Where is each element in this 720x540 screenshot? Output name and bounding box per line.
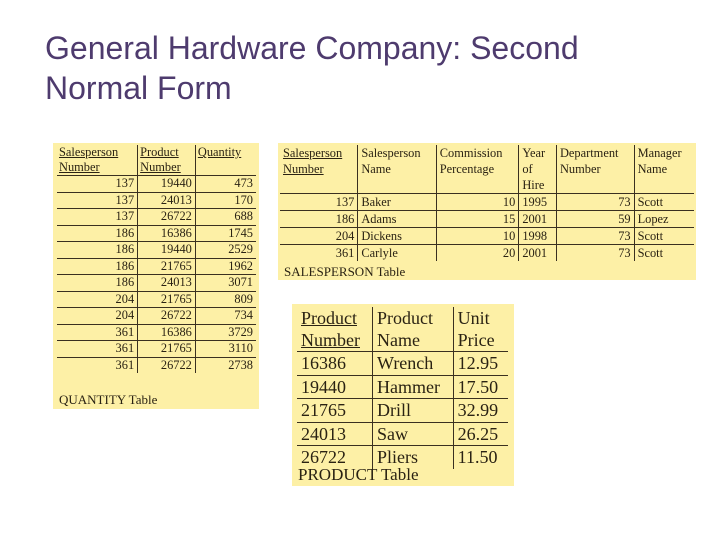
manager-name-cell: Scott — [634, 228, 694, 245]
commission-cell: 10 — [436, 194, 519, 211]
commission-cell: 20 — [436, 245, 519, 262]
quantity-cell: 809 — [195, 291, 256, 308]
salesperson-number-cell: 361 — [57, 341, 138, 358]
table-row — [57, 291, 256, 308]
table-row — [280, 245, 694, 262]
department-number-cell: 73 — [556, 228, 634, 245]
department-number-cell: 59 — [556, 211, 634, 228]
quantity-cell: 2738 — [228, 357, 253, 372]
year-of-hire-cell: 1998 — [519, 228, 557, 245]
salesperson-number-cell: 361 — [57, 357, 138, 373]
commission-cell: 15 — [436, 211, 519, 228]
quantity-cell: 3110 — [195, 341, 256, 358]
salesperson-number-cell: 186 — [57, 275, 138, 292]
manager-name-cell: Scott — [634, 194, 694, 211]
column-header: Product Number — [297, 307, 373, 352]
product-number-cell: 21765 — [138, 291, 196, 308]
unit-price-cell: 17.50 — [453, 375, 508, 399]
quantity-cell: 734 — [195, 308, 256, 325]
table-row — [57, 209, 256, 226]
table-row — [280, 211, 694, 228]
quantity-cell: 688 — [195, 209, 256, 226]
unit-price-cell: 11.50 — [457, 447, 498, 468]
salesperson-number-cell: 204 — [280, 228, 358, 245]
table-row — [57, 176, 256, 193]
salesperson-number-cell: 137 — [57, 209, 138, 226]
table-caption: SALESPERSON Table — [284, 264, 406, 279]
table-header-row — [57, 145, 256, 176]
product-number-cell: 19440 — [138, 242, 196, 259]
salesperson-name-cell: Baker — [358, 194, 436, 211]
table-row — [280, 194, 694, 211]
table-row — [57, 258, 256, 275]
table-caption: PRODUCT Table — [298, 465, 419, 484]
salesperson-table — [280, 145, 694, 261]
product-number-cell: 21765 — [138, 258, 196, 275]
year-of-hire-cell: 2001 — [519, 245, 557, 262]
department-number-cell: 73 — [556, 245, 634, 262]
product-table — [297, 307, 508, 469]
quantity-cell: 2529 — [195, 242, 256, 259]
salesperson-number-cell: 186 — [57, 225, 138, 242]
product-number-cell: 21765 — [297, 399, 373, 423]
salesperson-number-cell: 186 — [57, 258, 138, 275]
column-header: Salesperson Number — [57, 145, 138, 176]
column-header: Product Number — [138, 145, 196, 176]
product-number-cell: 26722 — [138, 209, 196, 226]
table-row — [297, 399, 508, 423]
product-name-cell: Saw — [373, 422, 454, 446]
column-header: Unit Price — [453, 307, 508, 352]
quantity-cell: 473 — [195, 176, 256, 193]
product-name-cell: Hammer — [373, 375, 454, 399]
table-row — [57, 242, 256, 259]
quantity-cell: 3071 — [195, 275, 256, 292]
manager-name-cell: Lopez — [634, 211, 694, 228]
product-number-cell: 24013 — [297, 422, 373, 446]
column-header: Year of Hire — [519, 145, 557, 194]
slide-title: General Hardware Company: Second Normal Form — [45, 30, 579, 106]
salesperson-name-cell: Carlyle — [358, 245, 436, 262]
table-header-row — [280, 145, 694, 194]
product-table-panel — [292, 304, 514, 486]
product-name-cell: Wrench — [373, 352, 454, 376]
product-number-cell: 16386 — [138, 225, 196, 242]
product-name-cell: Drill — [373, 399, 454, 423]
salesperson-number-cell: 361 — [57, 324, 138, 341]
product-number-cell: 26722 — [138, 308, 196, 325]
table-row — [57, 357, 256, 373]
table-row — [57, 341, 256, 358]
column-header: Commission Percentage — [436, 145, 519, 194]
salesperson-number-cell: 186 — [57, 242, 138, 259]
product-number-cell: 24013 — [138, 192, 196, 209]
salesperson-number-cell: 361 — [280, 245, 358, 262]
quantity-cell: 1745 — [195, 225, 256, 242]
column-header: Department Number — [556, 145, 634, 194]
product-number-cell: 19440 — [138, 176, 196, 193]
product-number-cell: 19440 — [297, 375, 373, 399]
table-row — [297, 422, 508, 446]
salesperson-name-cell: Adams — [358, 211, 436, 228]
salesperson-number-cell: 137 — [280, 194, 358, 211]
column-header: Manager Name — [634, 145, 694, 194]
manager-name-cell: Scott — [637, 246, 664, 260]
product-number-cell: 16386 — [138, 324, 196, 341]
product-number-cell: 26722 — [138, 357, 196, 373]
table-row — [57, 192, 256, 209]
salesperson-number-cell: 204 — [57, 291, 138, 308]
year-of-hire-cell: 1995 — [519, 194, 557, 211]
commission-cell: 10 — [436, 228, 519, 245]
table-row — [297, 375, 508, 399]
column-header: Salesperson Number — [280, 145, 358, 194]
product-number-cell: 26722 — [297, 446, 373, 469]
salesperson-number-cell: 137 — [57, 176, 138, 193]
quantity-cell: 1962 — [195, 258, 256, 275]
table-row — [57, 324, 256, 341]
table-row — [57, 275, 256, 292]
product-number-cell: 24013 — [138, 275, 196, 292]
table-header-row — [297, 307, 508, 352]
salesperson-number-cell: 137 — [57, 192, 138, 209]
product-name-cell: Pliers — [373, 446, 454, 469]
salesperson-number-cell: 186 — [280, 211, 358, 228]
year-of-hire-cell: 2001 — [519, 211, 557, 228]
department-number-cell: 73 — [556, 194, 634, 211]
table-row — [297, 352, 508, 376]
quantity-table-panel — [53, 143, 259, 409]
unit-price-cell: 32.99 — [453, 399, 508, 423]
salesperson-name-cell: Dickens — [358, 228, 436, 245]
table-row — [280, 228, 694, 245]
product-number-cell: 16386 — [297, 352, 373, 376]
column-header: Quantity — [195, 145, 256, 176]
salesperson-table-panel — [278, 143, 696, 280]
column-header: Product Name — [373, 307, 454, 352]
column-header: Salesperson Name — [358, 145, 436, 194]
quantity-table — [57, 145, 256, 373]
salesperson-number-cell: 204 — [57, 308, 138, 325]
unit-price-cell: 12.95 — [453, 352, 508, 376]
table-caption: QUANTITY Table — [59, 392, 158, 407]
table-row — [57, 308, 256, 325]
table-row — [57, 225, 256, 242]
quantity-cell: 3729 — [195, 324, 256, 341]
quantity-cell: 170 — [195, 192, 256, 209]
product-number-cell: 21765 — [138, 341, 196, 358]
unit-price-cell: 26.25 — [453, 422, 508, 446]
